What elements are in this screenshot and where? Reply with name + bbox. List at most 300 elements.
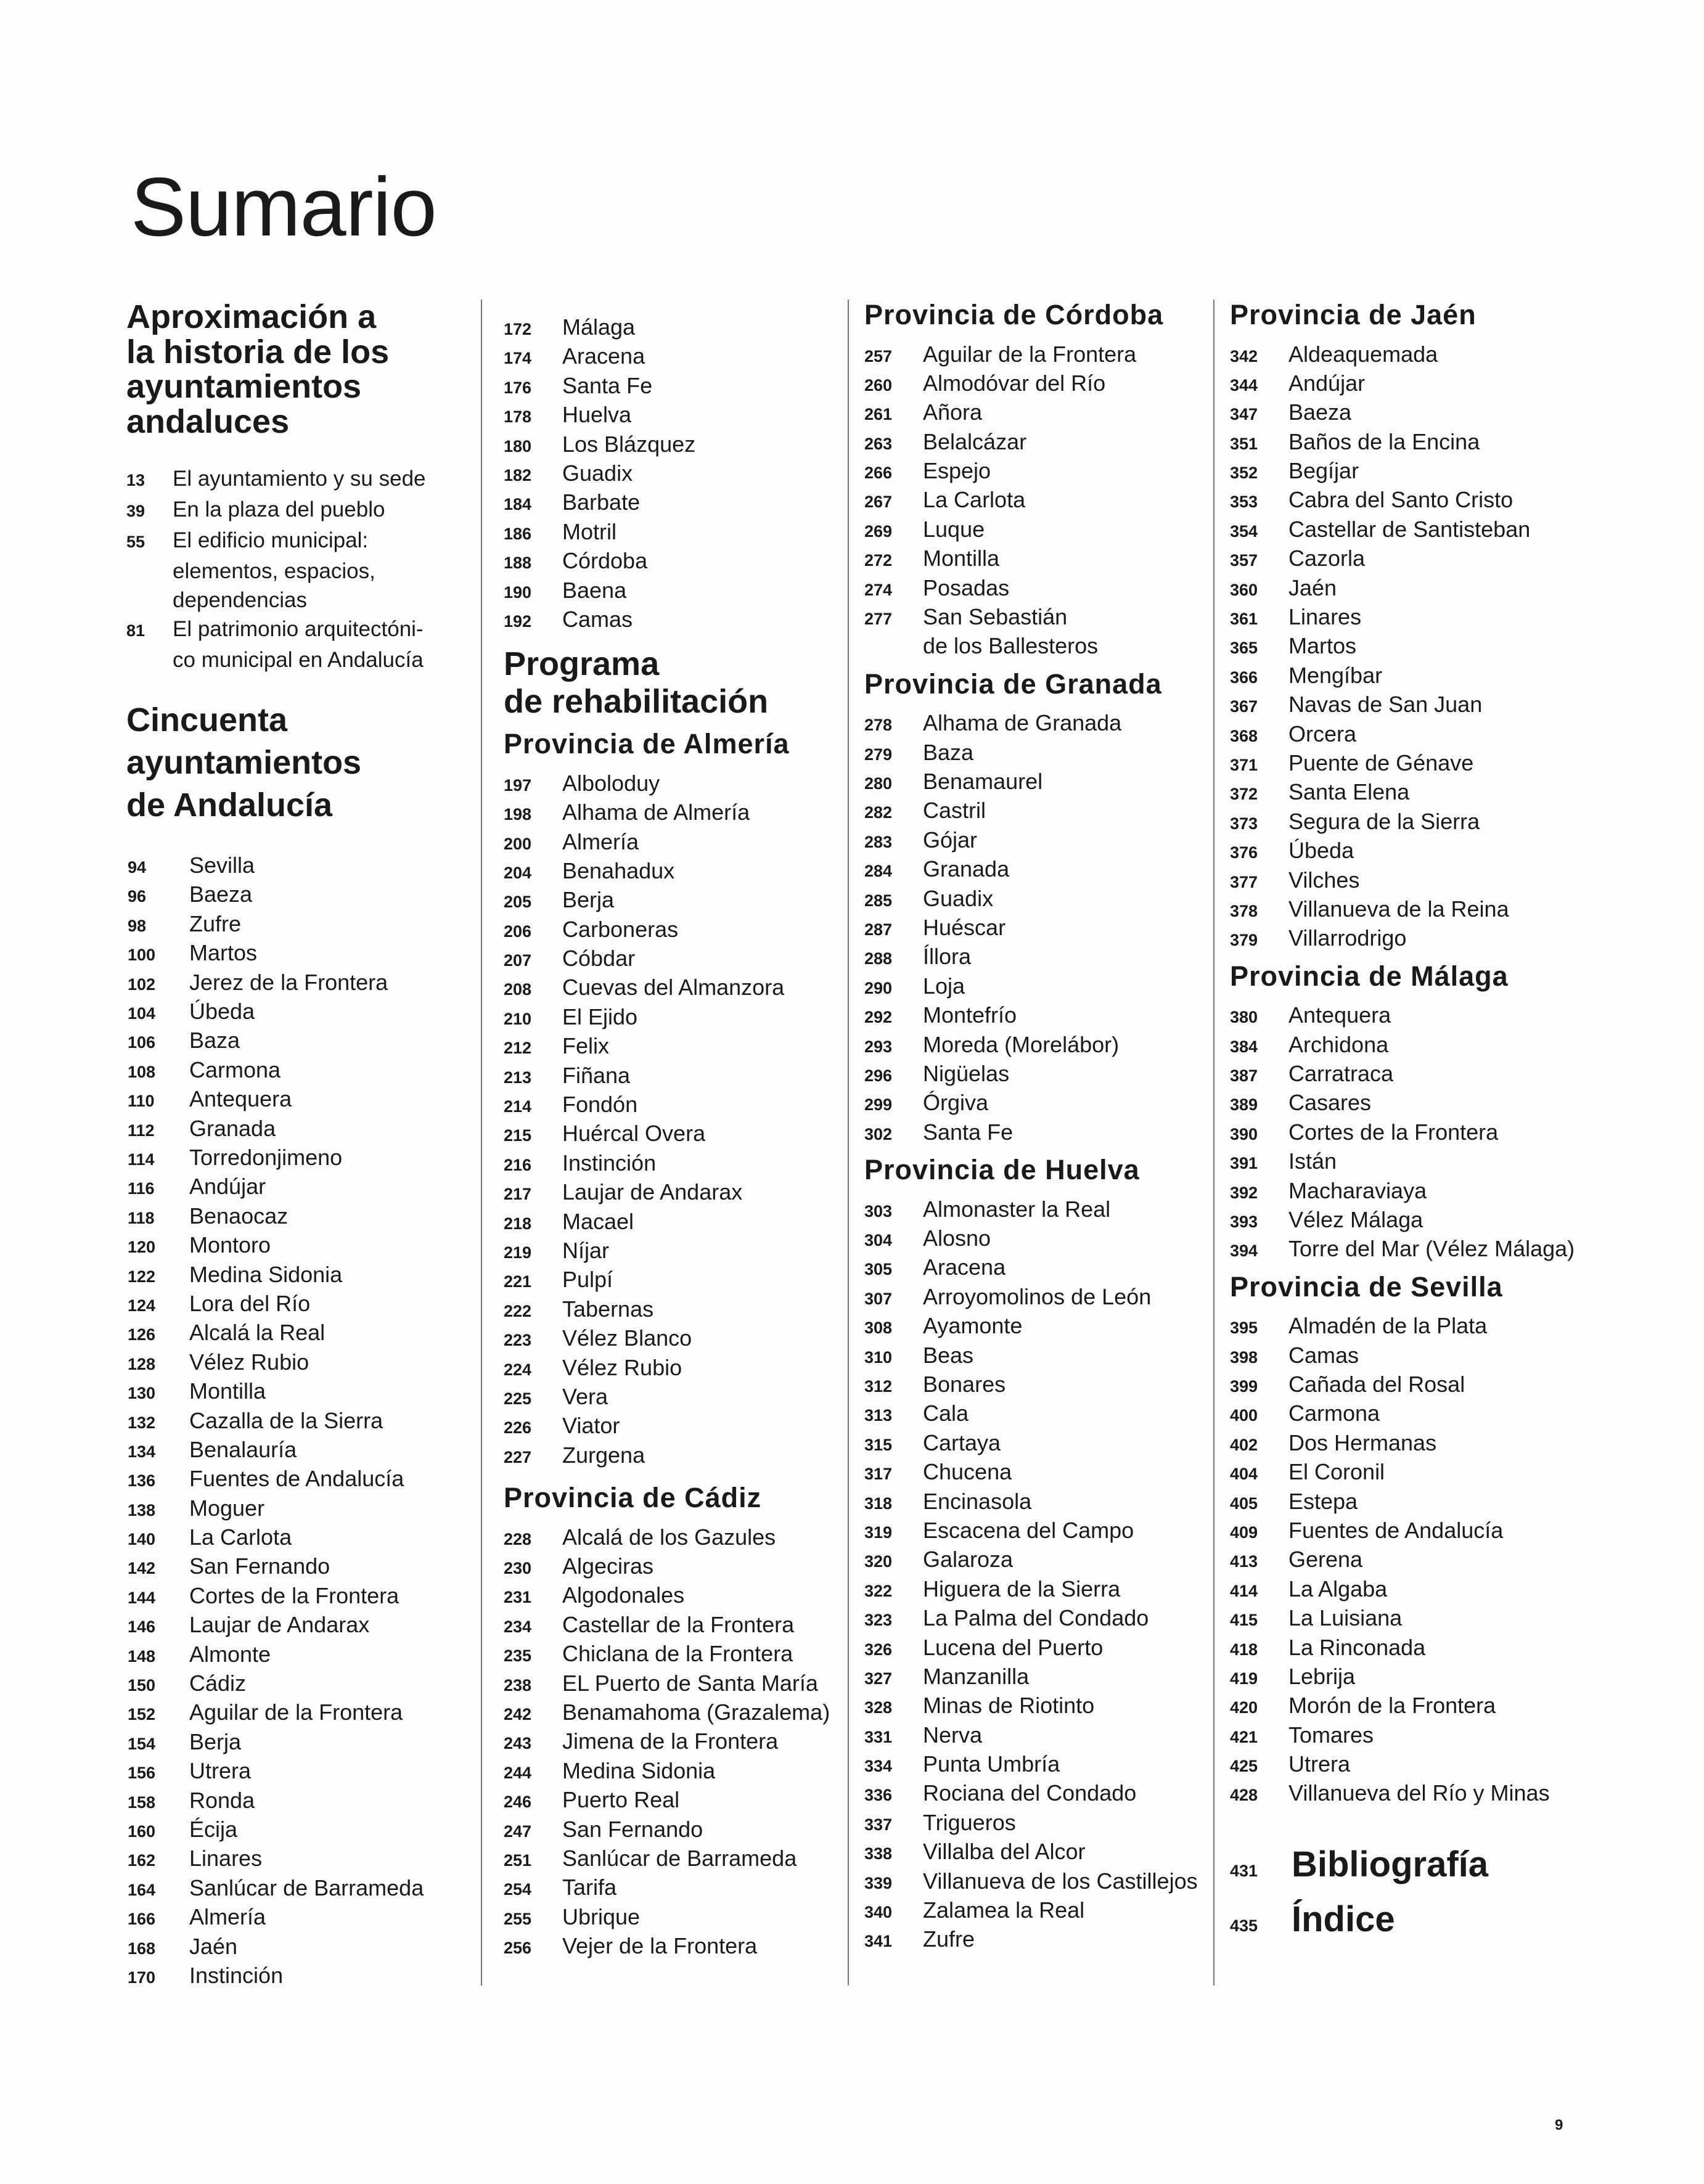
entry-title: Cala xyxy=(923,1401,969,1426)
toc-entry[interactable] xyxy=(126,1729,469,1758)
toc-entry[interactable] xyxy=(864,1430,1210,1459)
toc-entry[interactable] xyxy=(864,710,1210,739)
toc-entry[interactable] xyxy=(1230,1313,1600,1342)
entry-title: Punta Umbría xyxy=(923,1751,1060,1777)
entry-title: Lebrija xyxy=(1288,1663,1356,1689)
toc-entry[interactable] xyxy=(126,1524,469,1553)
toc-entry[interactable] xyxy=(864,915,1210,944)
toc-entry[interactable] xyxy=(126,1145,469,1174)
toc-entry[interactable] xyxy=(504,1209,849,1238)
toc-entry[interactable] xyxy=(864,769,1210,798)
entry-page-number: 132 xyxy=(128,1413,156,1432)
entry-page-number: 255 xyxy=(504,1909,532,1928)
toc-entry[interactable] xyxy=(864,1693,1210,1722)
toc-entry-continuation xyxy=(126,586,469,615)
entry-title: Torredonjimeno xyxy=(189,1144,343,1170)
entry-title: Vejer de la Frontera xyxy=(562,1933,758,1959)
entry-page-number: 425 xyxy=(1230,1757,1258,1776)
toc-entry[interactable] xyxy=(504,1553,849,1582)
toc-entry[interactable] xyxy=(126,1699,469,1728)
entry-page-number: 267 xyxy=(864,493,893,512)
toc-entry[interactable] xyxy=(504,1728,849,1757)
entry-page-number: 395 xyxy=(1230,1319,1258,1338)
entry-page-number: 110 xyxy=(128,1092,155,1111)
toc-entry[interactable] xyxy=(126,1642,469,1671)
toc-entry[interactable] xyxy=(504,1524,849,1553)
entry-title: Loja xyxy=(923,973,965,999)
toc-entry[interactable] xyxy=(504,1355,849,1384)
toc-entry[interactable] xyxy=(504,607,849,636)
entry-page-number: 146 xyxy=(128,1618,156,1637)
toc-entry[interactable] xyxy=(1230,546,1600,575)
toc-entry[interactable] xyxy=(1230,458,1600,487)
toc-entry[interactable] xyxy=(126,853,469,881)
toc-entry-continuation xyxy=(126,557,469,586)
toc-entry[interactable] xyxy=(864,487,1210,516)
entry-title: Navas de San Juan xyxy=(1288,692,1483,718)
toc-entry[interactable] xyxy=(126,1174,469,1203)
entry-title: Alcalá la Real xyxy=(189,1320,326,1346)
toc-entry[interactable] xyxy=(126,1583,469,1612)
entry-page-number: 188 xyxy=(504,554,532,573)
toc-entry[interactable] xyxy=(1230,1518,1600,1547)
toc-entry[interactable] xyxy=(1230,1178,1600,1207)
toc-entry[interactable] xyxy=(126,1904,469,1933)
entry-title: Puerto Real xyxy=(562,1787,680,1813)
toc-entry[interactable] xyxy=(864,429,1210,458)
toc-entry[interactable] xyxy=(1230,1693,1600,1722)
toc-entry[interactable] xyxy=(126,615,469,645)
toc-entry[interactable] xyxy=(864,1196,1210,1225)
entry-title: Lora del Río xyxy=(189,1290,311,1316)
index-entry[interactable] xyxy=(1230,1899,1600,1940)
toc-entry[interactable] xyxy=(864,1576,1210,1605)
toc-entry[interactable] xyxy=(126,1758,469,1787)
toc-entry[interactable] xyxy=(864,1722,1210,1751)
toc-entry[interactable] xyxy=(504,1758,849,1787)
entry-title: Pulpí xyxy=(562,1267,613,1293)
entry-page-number: 418 xyxy=(1230,1640,1258,1659)
toc-entry[interactable] xyxy=(126,1553,469,1582)
toc-entry[interactable] xyxy=(504,1384,849,1413)
toc-entry[interactable] xyxy=(504,343,849,372)
toc-entry[interactable] xyxy=(504,1325,849,1354)
toc-entry[interactable] xyxy=(864,944,1210,973)
toc-entry[interactable] xyxy=(126,1612,469,1641)
entry-title: Antequera xyxy=(189,1086,292,1112)
entry-page-number: 251 xyxy=(504,1851,532,1870)
entry-title: Fondón xyxy=(562,1092,638,1118)
toc-entry[interactable] xyxy=(864,886,1210,915)
toc-entry[interactable] xyxy=(504,1063,849,1092)
toc-entry[interactable] xyxy=(504,1904,849,1933)
toc-entry[interactable] xyxy=(864,1032,1210,1061)
entry-title: Minas de Riotinto xyxy=(923,1693,1095,1719)
toc-entry[interactable] xyxy=(1230,1722,1600,1751)
toc-entry[interactable] xyxy=(126,1466,469,1495)
toc-entry[interactable] xyxy=(504,460,849,489)
entry-page-number: 217 xyxy=(504,1185,532,1204)
entry-title: Baeza xyxy=(1288,399,1352,425)
toc-entry[interactable] xyxy=(126,970,469,999)
toc-entry[interactable] xyxy=(1230,517,1600,546)
column-3 xyxy=(848,300,1210,1986)
toc-entry[interactable] xyxy=(504,975,849,1004)
toc-entry[interactable] xyxy=(864,342,1210,370)
toc-entry[interactable] xyxy=(126,1817,469,1846)
toc-entry[interactable] xyxy=(864,798,1210,827)
entry-title: Villanueva de los Castillejos xyxy=(923,1868,1198,1894)
toc-entry[interactable] xyxy=(126,1963,469,1992)
entry-title: Chiclana de la Frontera xyxy=(562,1641,793,1667)
entry-page-number: 210 xyxy=(504,1009,532,1028)
toc-entry[interactable] xyxy=(864,1372,1210,1401)
entry-page-number: 162 xyxy=(128,1851,156,1870)
toc-entry[interactable] xyxy=(504,431,849,460)
toc-entry[interactable] xyxy=(126,1203,469,1232)
entry-title: Guadix xyxy=(562,460,633,486)
toc-entry[interactable] xyxy=(864,1119,1210,1148)
entry-title: Villalba del Alcor xyxy=(923,1839,1086,1865)
entry-title: Alhama de Granada xyxy=(923,710,1122,736)
toc-entry[interactable] xyxy=(126,1232,469,1261)
entry-title: Cuevas del Almanzora xyxy=(562,975,785,1000)
toc-entry[interactable] xyxy=(1230,1061,1600,1090)
toc-entry[interactable] xyxy=(864,370,1210,399)
toc-entry[interactable] xyxy=(864,1090,1210,1119)
toc-entry[interactable] xyxy=(1230,1372,1600,1401)
entry-title: Fuentes de Andalucía xyxy=(189,1466,404,1492)
toc-entry[interactable] xyxy=(1230,1119,1600,1148)
toc-entry[interactable] xyxy=(1230,1401,1600,1429)
toc-entry[interactable] xyxy=(1230,429,1600,458)
toc-entry[interactable] xyxy=(126,1671,469,1699)
toc-entry[interactable] xyxy=(504,946,849,975)
toc-entry[interactable] xyxy=(1230,1002,1600,1031)
toc-entry[interactable] xyxy=(864,1225,1210,1254)
toc-entry[interactable] xyxy=(864,575,1210,604)
toc-entry[interactable] xyxy=(1230,779,1600,808)
toc-entry[interactable] xyxy=(504,1179,849,1208)
entry-page-number: 391 xyxy=(1230,1154,1258,1173)
toc-entry[interactable] xyxy=(504,1296,849,1325)
toc-entry[interactable] xyxy=(504,1033,849,1062)
toc-entry[interactable] xyxy=(126,1028,469,1057)
fifty-list xyxy=(126,853,469,1992)
entry-title: Fiñana xyxy=(562,1062,631,1088)
entry-page-number: 148 xyxy=(128,1646,156,1666)
toc-entry[interactable] xyxy=(504,548,849,577)
toc-entry[interactable] xyxy=(504,1582,849,1611)
entry-page-number: 280 xyxy=(864,774,893,793)
entry-title: Cañada del Rosal xyxy=(1288,1372,1465,1397)
entry-title: Rociana del Condado xyxy=(923,1780,1137,1806)
toc-entry[interactable] xyxy=(864,1780,1210,1809)
toc-entry[interactable] xyxy=(1230,1664,1600,1693)
bibliography-entry[interactable] xyxy=(1230,1844,1600,1885)
toc-entry[interactable] xyxy=(504,858,849,887)
entry-page-number: 140 xyxy=(128,1530,156,1549)
entry-page-number: 340 xyxy=(864,1903,893,1922)
cadiz-list xyxy=(504,1524,849,1963)
entry-title: Castril xyxy=(923,798,986,824)
entry-page-number: 118 xyxy=(128,1208,155,1227)
toc-entry[interactable] xyxy=(126,911,469,940)
toc-entry[interactable] xyxy=(864,973,1210,1002)
entry-page-number: 317 xyxy=(864,1465,893,1484)
toc-entry[interactable] xyxy=(864,827,1210,856)
toc-entry[interactable] xyxy=(864,458,1210,487)
entry-page-number: 308 xyxy=(864,1319,893,1338)
entry-page-number: 398 xyxy=(1230,1348,1258,1367)
toc-entry[interactable] xyxy=(864,633,1210,662)
toc-entry[interactable] xyxy=(864,1518,1210,1547)
toc-entry[interactable] xyxy=(864,1605,1210,1634)
entry-title: Castellar de Santisteban xyxy=(1288,516,1531,542)
toc-entry[interactable] xyxy=(504,1612,849,1641)
toc-entry[interactable] xyxy=(504,1787,849,1816)
entry-page-number: 405 xyxy=(1230,1494,1258,1513)
toc-entry[interactable] xyxy=(504,578,849,607)
toc-entry[interactable] xyxy=(864,604,1210,633)
toc-entry[interactable] xyxy=(126,999,469,1028)
toc-entry[interactable] xyxy=(1230,1032,1600,1061)
toc-entry[interactable] xyxy=(504,1817,849,1846)
toc-entry[interactable] xyxy=(864,1664,1210,1693)
toc-entry[interactable] xyxy=(1230,1635,1600,1664)
entry-title: Instinción xyxy=(189,1962,284,1988)
toc-entry[interactable] xyxy=(1230,1236,1600,1265)
toc-entry[interactable] xyxy=(1230,1148,1600,1177)
toc-entry[interactable] xyxy=(504,1121,849,1150)
toc-entry[interactable] xyxy=(126,1495,469,1524)
entry-page-number: 341 xyxy=(864,1932,893,1951)
toc-entry[interactable] xyxy=(504,1092,849,1121)
entry-title: Benahadux xyxy=(562,857,675,883)
toc-entry[interactable] xyxy=(504,314,849,343)
province-heading-huelva: Provincia de Huelva xyxy=(864,1154,1140,1186)
toc-entry[interactable] xyxy=(504,1846,849,1875)
toc-entry[interactable] xyxy=(864,1254,1210,1283)
entry-title: Antequera xyxy=(1288,1002,1391,1028)
toc-entry[interactable] xyxy=(1230,1780,1600,1809)
toc-entry[interactable] xyxy=(1230,1207,1600,1236)
entry-page-number: 337 xyxy=(864,1815,893,1834)
toc-entry[interactable] xyxy=(1230,604,1600,633)
toc-entry[interactable] xyxy=(864,856,1210,885)
entry-page-number: 197 xyxy=(504,775,532,795)
toc-entry[interactable] xyxy=(1230,809,1600,838)
entry-page-number: 272 xyxy=(864,551,893,570)
toc-entry[interactable] xyxy=(864,1897,1210,1926)
toc-entry[interactable] xyxy=(504,373,849,402)
toc-entry[interactable] xyxy=(126,1057,469,1086)
entry-page-number: 222 xyxy=(504,1301,532,1320)
toc-entry[interactable] xyxy=(1230,1343,1600,1372)
toc-entry[interactable] xyxy=(864,399,1210,428)
entry-title: Zufre xyxy=(189,910,242,936)
entry-page-number: 334 xyxy=(864,1757,893,1776)
toc-entry[interactable] xyxy=(864,1061,1210,1090)
entry-page-number: 104 xyxy=(128,1004,156,1023)
toc-entry[interactable] xyxy=(126,1262,469,1291)
province-heading-cordoba: Provincia de Córdoba xyxy=(864,299,1164,330)
toc-entry[interactable] xyxy=(1230,342,1600,370)
entry-title: La Carlota xyxy=(189,1524,292,1550)
toc-entry[interactable] xyxy=(1230,692,1600,721)
toc-entry[interactable] xyxy=(126,881,469,910)
toc-entry[interactable] xyxy=(126,1349,469,1378)
toc-entry[interactable] xyxy=(504,1699,849,1728)
toc-entry[interactable] xyxy=(864,1401,1210,1429)
toc-entry[interactable] xyxy=(1230,838,1600,867)
toc-entry[interactable] xyxy=(504,800,849,828)
toc-entry[interactable] xyxy=(864,1343,1210,1372)
toc-entry[interactable] xyxy=(126,1291,469,1320)
toc-entry[interactable] xyxy=(126,1378,469,1407)
toc-entry[interactable] xyxy=(126,464,469,495)
toc-entry[interactable] xyxy=(1230,370,1600,399)
entry-title: El Coronil xyxy=(1288,1459,1385,1485)
toc-entry[interactable] xyxy=(864,1489,1210,1518)
toc-entry[interactable] xyxy=(504,887,849,916)
entry-page-number: 164 xyxy=(128,1880,156,1899)
entry-page-number: 215 xyxy=(504,1126,532,1145)
toc-entry[interactable] xyxy=(504,1442,849,1471)
toc-entry[interactable] xyxy=(864,1926,1210,1955)
toc-entry[interactable] xyxy=(1230,1547,1600,1576)
entry-title: Chucena xyxy=(923,1459,1012,1485)
toc-entry[interactable] xyxy=(864,1839,1210,1868)
toc-entry[interactable] xyxy=(1230,925,1600,954)
toc-entry[interactable] xyxy=(864,1547,1210,1576)
entry-title: Vélez Rubio xyxy=(562,1354,682,1380)
toc-entry[interactable] xyxy=(864,1635,1210,1664)
entry-page-number: 347 xyxy=(1230,405,1258,424)
entry-title: En la plaza del pueblo xyxy=(173,497,385,521)
toc-entry[interactable] xyxy=(1230,750,1600,779)
toc-entry[interactable] xyxy=(1230,1430,1600,1459)
toc-entry[interactable] xyxy=(1230,487,1600,516)
entry-page-number: 200 xyxy=(504,834,532,853)
toc-entry[interactable] xyxy=(504,1671,849,1699)
toc-entry[interactable] xyxy=(864,1459,1210,1488)
toc-entry[interactable] xyxy=(126,1875,469,1904)
entry-page-number: 279 xyxy=(864,745,893,764)
toc-entry[interactable] xyxy=(126,1116,469,1145)
entry-page-number: 154 xyxy=(128,1734,156,1753)
entry-title: Carboneras xyxy=(562,916,679,942)
toc-entry[interactable] xyxy=(126,1437,469,1466)
toc-entry[interactable] xyxy=(1230,721,1600,750)
toc-entry[interactable] xyxy=(504,917,849,946)
page-number: 9 xyxy=(1555,2117,1563,2133)
toc-entry[interactable] xyxy=(126,526,469,557)
toc-entry[interactable] xyxy=(126,1086,469,1115)
toc-entry[interactable] xyxy=(504,1238,849,1267)
entry-page-number: 282 xyxy=(864,803,893,822)
toc-entry[interactable] xyxy=(504,1267,849,1296)
entry-page-number: 170 xyxy=(128,1968,156,1987)
entry-page-number: 336 xyxy=(864,1786,893,1805)
entry-page-number: 372 xyxy=(1230,785,1258,804)
toc-entry[interactable] xyxy=(1230,1090,1600,1119)
toc-entry[interactable] xyxy=(864,546,1210,575)
toc-entry[interactable] xyxy=(126,1788,469,1817)
toc-entry[interactable] xyxy=(864,1284,1210,1313)
entry-page-number: 112 xyxy=(128,1121,155,1140)
province-heading-sevilla: Provincia de Sevilla xyxy=(1230,1270,1503,1303)
entry-title: Villarrodrigo xyxy=(1288,925,1407,951)
toc-entry[interactable] xyxy=(504,1004,849,1033)
toc-entry[interactable] xyxy=(504,1933,849,1962)
province-heading-jaen: Provincia de Jaén xyxy=(1230,299,1477,330)
toc-entry[interactable] xyxy=(504,1413,849,1442)
toc-entry[interactable] xyxy=(864,1810,1210,1839)
toc-entry[interactable] xyxy=(504,829,849,858)
entry-title: Huelva xyxy=(562,402,632,428)
entry-page-number: 318 xyxy=(864,1494,893,1513)
toc-entry[interactable] xyxy=(126,1320,469,1349)
toc-entry[interactable] xyxy=(1230,633,1600,662)
toc-entry[interactable] xyxy=(864,1313,1210,1342)
toc-entry[interactable] xyxy=(126,1846,469,1875)
toc-entry[interactable] xyxy=(504,1875,849,1904)
toc-entry[interactable] xyxy=(1230,1489,1600,1518)
entry-page-number: 174 xyxy=(504,349,532,368)
toc-entry[interactable] xyxy=(504,1641,849,1670)
toc-entry[interactable] xyxy=(504,402,849,431)
toc-entry[interactable] xyxy=(1230,1751,1600,1780)
entry-title: Espejo xyxy=(923,458,991,484)
toc-entry[interactable] xyxy=(864,1002,1210,1031)
toc-entry[interactable] xyxy=(1230,575,1600,604)
toc-entry[interactable] xyxy=(864,1868,1210,1897)
toc-entry[interactable] xyxy=(126,495,469,526)
toc-entry[interactable] xyxy=(1230,896,1600,925)
entry-page-number: 394 xyxy=(1230,1241,1258,1261)
toc-entry[interactable] xyxy=(504,519,849,548)
entry-title: Linares xyxy=(1288,604,1362,630)
section-heading-history: Aproximación a la historia de los ayuntamientos andaluces xyxy=(126,298,390,441)
toc-entry[interactable] xyxy=(1230,1605,1600,1634)
toc-entry[interactable] xyxy=(1230,399,1600,428)
entry-page-number: 365 xyxy=(1230,639,1258,658)
entry-title: Utrera xyxy=(1288,1751,1351,1777)
entry-title: Viator xyxy=(562,1413,620,1439)
entry-title: Cartaya xyxy=(923,1429,1001,1455)
toc-entry[interactable] xyxy=(864,517,1210,546)
toc-entry[interactable] xyxy=(126,1934,469,1963)
toc-entry[interactable] xyxy=(1230,1576,1600,1605)
toc-entry[interactable] xyxy=(126,1408,469,1437)
entry-page-number: 366 xyxy=(1230,668,1258,687)
toc-entry[interactable] xyxy=(504,489,849,518)
toc-entry[interactable] xyxy=(864,740,1210,769)
toc-entry[interactable] xyxy=(1230,867,1600,896)
entry-title: Cóbdar xyxy=(562,946,636,971)
entry-title: Puente de Génave xyxy=(1288,750,1474,775)
entry-page-number: 138 xyxy=(128,1500,156,1519)
toc-entry[interactable] xyxy=(864,1751,1210,1780)
toc-entry[interactable] xyxy=(1230,663,1600,692)
entry-page-number: 285 xyxy=(864,891,893,910)
toc-entry[interactable] xyxy=(504,1150,849,1179)
toc-entry[interactable] xyxy=(504,771,849,800)
entry-title: La Rinconada xyxy=(1288,1634,1426,1660)
toc-entry[interactable] xyxy=(126,940,469,969)
toc-entry[interactable] xyxy=(1230,1459,1600,1488)
